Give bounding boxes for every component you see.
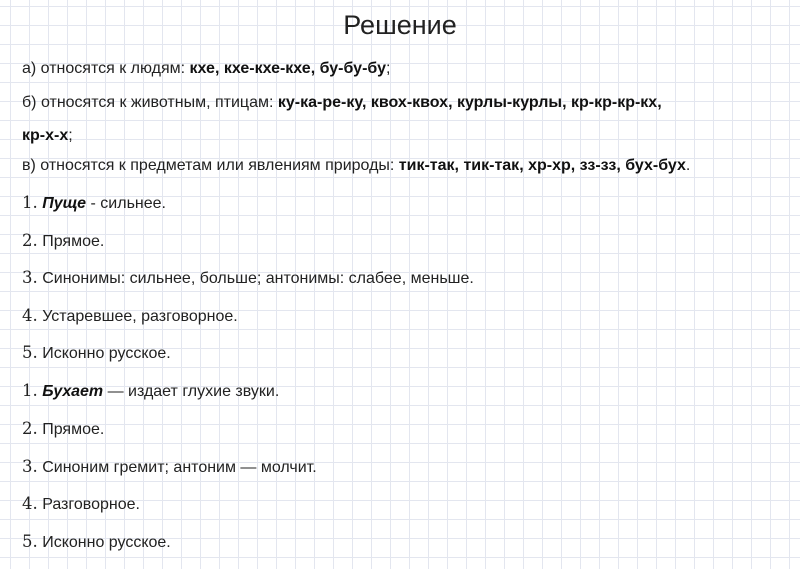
group-b-words-line1: ку-ка-ре-ку, квох-квох, курлы-курлы, кр-кр-кр-кх, <box>277 94 662 111</box>
group-a-words: кхе, кхе-кхе-кхе, бу-бу-бу <box>189 60 386 77</box>
section2-item-1 <box>22 381 279 401</box>
section1-item-4 <box>22 306 238 326</box>
item-text: — издает глухие звуки. <box>103 383 280 400</box>
item-number: 1. <box>22 381 38 400</box>
item-number: 5. <box>22 343 38 362</box>
section2-item-3 <box>22 457 317 477</box>
group-c-line <box>22 157 690 175</box>
section1-item-5 <box>22 343 171 363</box>
group-b-suffix: ; <box>68 127 73 144</box>
item-number: 1. <box>22 193 38 212</box>
group-c-suffix: . <box>685 157 691 174</box>
item-text: Разговорное. <box>37 496 140 513</box>
page-title: Решение <box>343 10 457 40</box>
group-a-prefix: а) относятся к людям: <box>22 60 190 77</box>
item-text: Исконно русское. <box>37 534 171 551</box>
item-text: Исконно русское. <box>37 345 171 362</box>
section2-item-5 <box>22 532 171 552</box>
group-b-line <box>22 94 662 112</box>
item-number: 3. <box>22 457 38 476</box>
group-a-line <box>22 60 390 78</box>
section1-item-1 <box>22 193 166 213</box>
item-text: Синонимы: сильнее, больше; антонимы: слабее, меньше. <box>37 270 474 287</box>
group-b-line-2 <box>22 127 73 145</box>
section2-item-4 <box>22 494 140 514</box>
item-number: 4. <box>22 494 38 513</box>
item-number: 2. <box>22 231 38 250</box>
section1-item-3 <box>22 268 474 288</box>
group-c-words: тик-так, тик-так, хр-хр, зз-зз, бух-бух <box>398 157 686 174</box>
group-c-prefix: в) относятся к предметам или явлениям природы: <box>22 157 399 174</box>
item-text: Прямое. <box>37 421 105 438</box>
item-number: 5. <box>22 532 38 551</box>
item-number: 4. <box>22 306 38 325</box>
group-a-suffix: ; <box>385 60 391 77</box>
item-text: Устаревшее, разговорное. <box>37 308 238 325</box>
section2-item-2 <box>22 419 104 439</box>
item-text: Синоним гремит; антоним — молчит. <box>37 459 317 476</box>
item-text: - сильнее. <box>86 195 166 212</box>
group-b-prefix: б) относятся к животным, птицам: <box>22 94 278 111</box>
item-text: Прямое. <box>37 233 105 250</box>
analyzed-word: Бухает <box>42 383 104 400</box>
item-number: 3. <box>22 268 38 287</box>
group-b-words-line2: кр-х-х <box>22 127 69 144</box>
analyzed-word: Пуще <box>42 195 87 212</box>
item-number: 2. <box>22 419 38 438</box>
section1-item-2 <box>22 231 104 251</box>
